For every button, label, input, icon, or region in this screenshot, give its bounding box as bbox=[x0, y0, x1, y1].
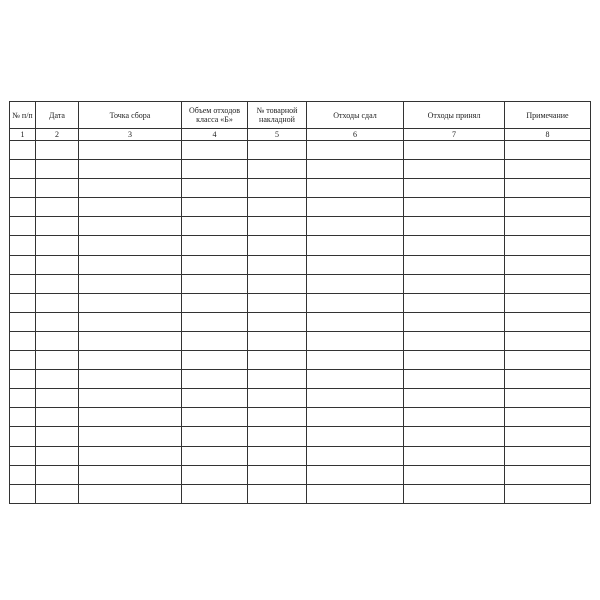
empty-cell bbox=[248, 217, 307, 236]
empty-cell bbox=[182, 198, 248, 217]
empty-cell bbox=[10, 255, 36, 274]
empty-cell bbox=[307, 217, 404, 236]
empty-cell bbox=[505, 484, 591, 503]
empty-cell bbox=[79, 160, 182, 179]
empty-cell bbox=[182, 312, 248, 331]
empty-cell bbox=[404, 312, 505, 331]
empty-cell bbox=[307, 465, 404, 484]
empty-cell bbox=[404, 160, 505, 179]
empty-cell bbox=[182, 217, 248, 236]
empty-cell bbox=[505, 408, 591, 427]
empty-cell bbox=[36, 370, 79, 389]
table-row bbox=[10, 236, 591, 255]
empty-cell bbox=[505, 351, 591, 370]
empty-cell bbox=[248, 427, 307, 446]
empty-cell bbox=[10, 160, 36, 179]
empty-cell bbox=[505, 255, 591, 274]
empty-cell bbox=[10, 370, 36, 389]
empty-cell bbox=[10, 465, 36, 484]
empty-cell bbox=[182, 351, 248, 370]
header-received: Отходы принял bbox=[404, 102, 505, 129]
empty-cell bbox=[248, 331, 307, 350]
empty-cell bbox=[79, 141, 182, 160]
empty-cell bbox=[36, 427, 79, 446]
empty-cell bbox=[79, 236, 182, 255]
empty-cell bbox=[505, 274, 591, 293]
empty-cell bbox=[36, 255, 79, 274]
empty-cell bbox=[79, 274, 182, 293]
empty-cell bbox=[182, 446, 248, 465]
empty-cell bbox=[182, 255, 248, 274]
empty-cell bbox=[36, 179, 79, 198]
empty-cell bbox=[182, 274, 248, 293]
empty-cell bbox=[79, 446, 182, 465]
empty-cell bbox=[505, 179, 591, 198]
empty-cell bbox=[404, 331, 505, 350]
empty-cell bbox=[404, 389, 505, 408]
empty-cell bbox=[248, 312, 307, 331]
table-row bbox=[10, 293, 591, 312]
header-collection-point: Точка сбора bbox=[79, 102, 182, 129]
empty-cell bbox=[10, 179, 36, 198]
empty-cell bbox=[10, 484, 36, 503]
empty-cell bbox=[36, 351, 79, 370]
empty-cell bbox=[307, 255, 404, 274]
header-invoice-number: № товарной накладной bbox=[248, 102, 307, 129]
empty-cell bbox=[307, 408, 404, 427]
empty-cell bbox=[10, 274, 36, 293]
empty-cell bbox=[36, 331, 79, 350]
empty-cell bbox=[505, 141, 591, 160]
empty-cell bbox=[182, 389, 248, 408]
empty-cell bbox=[404, 293, 505, 312]
empty-cell bbox=[10, 198, 36, 217]
empty-cell bbox=[404, 255, 505, 274]
empty-cell bbox=[182, 484, 248, 503]
empty-cell bbox=[248, 408, 307, 427]
empty-cell bbox=[182, 408, 248, 427]
header-number: № п/п bbox=[10, 102, 36, 129]
table-row bbox=[10, 179, 591, 198]
empty-cell bbox=[79, 484, 182, 503]
table-row bbox=[10, 351, 591, 370]
table-row bbox=[10, 255, 591, 274]
empty-cell bbox=[248, 370, 307, 389]
empty-cell bbox=[404, 484, 505, 503]
empty-cell bbox=[307, 484, 404, 503]
empty-cell bbox=[404, 427, 505, 446]
empty-cell bbox=[10, 217, 36, 236]
header-handed-over: Отходы сдал bbox=[307, 102, 404, 129]
waste-log-table bbox=[9, 101, 591, 504]
empty-cell bbox=[36, 217, 79, 236]
table-row bbox=[10, 446, 591, 465]
empty-cell bbox=[307, 427, 404, 446]
table-row bbox=[10, 160, 591, 179]
empty-cell bbox=[307, 274, 404, 293]
empty-cell bbox=[505, 331, 591, 350]
empty-cell bbox=[36, 236, 79, 255]
empty-cell bbox=[248, 198, 307, 217]
column-number: 5 bbox=[248, 129, 307, 141]
empty-cell bbox=[248, 484, 307, 503]
empty-cell bbox=[404, 351, 505, 370]
empty-cell bbox=[307, 331, 404, 350]
empty-cell bbox=[36, 312, 79, 331]
empty-cell bbox=[248, 465, 307, 484]
empty-cell bbox=[10, 427, 36, 446]
header-row bbox=[10, 102, 591, 129]
empty-cell bbox=[248, 255, 307, 274]
empty-cell bbox=[36, 389, 79, 408]
empty-cell bbox=[404, 236, 505, 255]
empty-cell bbox=[505, 370, 591, 389]
column-number: 1 bbox=[10, 129, 36, 141]
empty-cell bbox=[307, 446, 404, 465]
empty-cell bbox=[307, 160, 404, 179]
empty-cell bbox=[404, 141, 505, 160]
empty-cell bbox=[79, 351, 182, 370]
waste-log-form bbox=[9, 101, 590, 504]
empty-cell bbox=[307, 312, 404, 331]
empty-cell bbox=[10, 351, 36, 370]
empty-cell bbox=[505, 312, 591, 331]
empty-cell bbox=[505, 389, 591, 408]
table-row bbox=[10, 217, 591, 236]
table-row bbox=[10, 484, 591, 503]
empty-cell bbox=[248, 351, 307, 370]
empty-cell bbox=[182, 370, 248, 389]
empty-cell bbox=[182, 427, 248, 446]
empty-cell bbox=[404, 465, 505, 484]
empty-cell bbox=[182, 160, 248, 179]
column-number: 2 bbox=[36, 129, 79, 141]
empty-cell bbox=[505, 160, 591, 179]
empty-cell bbox=[505, 217, 591, 236]
empty-cell bbox=[10, 408, 36, 427]
empty-cell bbox=[36, 293, 79, 312]
empty-cell bbox=[36, 141, 79, 160]
empty-cell bbox=[182, 179, 248, 198]
empty-cell bbox=[79, 370, 182, 389]
empty-cell bbox=[307, 236, 404, 255]
empty-cell bbox=[307, 351, 404, 370]
empty-cell bbox=[182, 331, 248, 350]
empty-cell bbox=[79, 465, 182, 484]
column-number: 3 bbox=[79, 129, 182, 141]
empty-cell bbox=[248, 389, 307, 408]
empty-cell bbox=[505, 236, 591, 255]
empty-cell bbox=[10, 293, 36, 312]
empty-cell bbox=[10, 331, 36, 350]
empty-cell bbox=[79, 198, 182, 217]
empty-cell bbox=[10, 236, 36, 255]
empty-cell bbox=[79, 389, 182, 408]
empty-cell bbox=[404, 446, 505, 465]
empty-cell bbox=[36, 408, 79, 427]
empty-cell bbox=[10, 389, 36, 408]
empty-cell bbox=[248, 179, 307, 198]
column-number: 7 bbox=[404, 129, 505, 141]
empty-cell bbox=[307, 389, 404, 408]
empty-cell bbox=[307, 141, 404, 160]
empty-cell bbox=[248, 141, 307, 160]
empty-cell bbox=[36, 160, 79, 179]
empty-cell bbox=[404, 274, 505, 293]
table-row bbox=[10, 465, 591, 484]
table-row bbox=[10, 427, 591, 446]
column-number: 8 bbox=[505, 129, 591, 141]
empty-cell bbox=[404, 408, 505, 427]
empty-cell bbox=[248, 160, 307, 179]
column-number: 6 bbox=[307, 129, 404, 141]
empty-cell bbox=[36, 484, 79, 503]
empty-cell bbox=[248, 274, 307, 293]
empty-cell bbox=[404, 198, 505, 217]
table-row bbox=[10, 198, 591, 217]
empty-cell bbox=[182, 293, 248, 312]
table-row bbox=[10, 274, 591, 293]
empty-cell bbox=[10, 446, 36, 465]
table-row bbox=[10, 312, 591, 331]
table-row bbox=[10, 331, 591, 350]
column-number: 4 bbox=[182, 129, 248, 141]
header-waste-volume: Объем отходов класса «Б» bbox=[182, 102, 248, 129]
empty-cell bbox=[505, 446, 591, 465]
empty-cell bbox=[404, 217, 505, 236]
empty-cell bbox=[505, 198, 591, 217]
empty-cell bbox=[79, 427, 182, 446]
empty-cell bbox=[79, 331, 182, 350]
empty-cell bbox=[79, 217, 182, 236]
empty-cell bbox=[79, 255, 182, 274]
empty-cell bbox=[36, 198, 79, 217]
empty-cell bbox=[182, 465, 248, 484]
empty-cell bbox=[248, 236, 307, 255]
column-number-row bbox=[10, 129, 591, 141]
empty-cell bbox=[10, 312, 36, 331]
empty-cell bbox=[182, 141, 248, 160]
empty-cell bbox=[79, 293, 182, 312]
empty-cell bbox=[248, 446, 307, 465]
table-row bbox=[10, 408, 591, 427]
table-body bbox=[10, 141, 591, 504]
empty-cell bbox=[36, 465, 79, 484]
empty-cell bbox=[307, 293, 404, 312]
empty-cell bbox=[248, 293, 307, 312]
empty-cell bbox=[404, 370, 505, 389]
empty-cell bbox=[10, 141, 36, 160]
empty-cell bbox=[36, 446, 79, 465]
empty-cell bbox=[505, 427, 591, 446]
table-row bbox=[10, 370, 591, 389]
empty-cell bbox=[505, 293, 591, 312]
empty-cell bbox=[307, 179, 404, 198]
empty-cell bbox=[79, 408, 182, 427]
empty-cell bbox=[182, 236, 248, 255]
empty-cell bbox=[307, 198, 404, 217]
empty-cell bbox=[79, 312, 182, 331]
empty-cell bbox=[404, 179, 505, 198]
table-row bbox=[10, 141, 591, 160]
table-row bbox=[10, 389, 591, 408]
empty-cell bbox=[36, 274, 79, 293]
header-note: Примечание bbox=[505, 102, 591, 129]
header-date: Дата bbox=[36, 102, 79, 129]
empty-cell bbox=[307, 370, 404, 389]
empty-cell bbox=[505, 465, 591, 484]
empty-cell bbox=[79, 179, 182, 198]
